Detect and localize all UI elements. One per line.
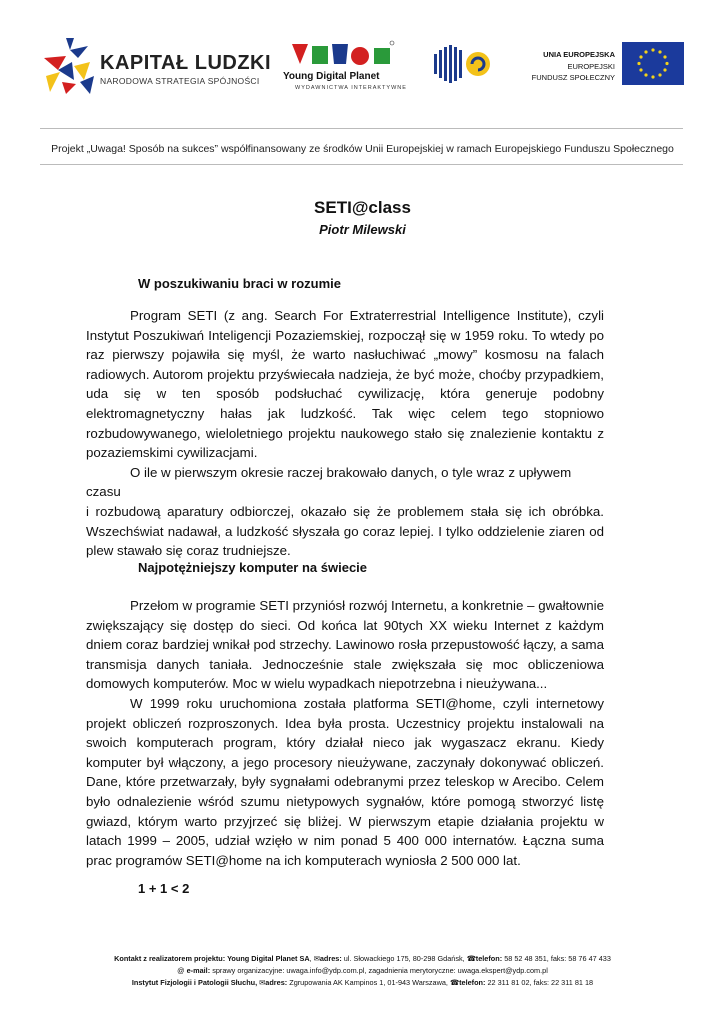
footer-line-1: Kontakt z realizatorem projektu: Young Digital Planet SA, ✉adres: ul. Słowackiego 175, 80-298 Gdańsk, ☎telefon: 58 52 48 351, faks: 58 76 47 433 [114, 954, 611, 963]
paragraph: czasu [86, 484, 121, 500]
mail-icon: ✉ [313, 954, 320, 963]
footer-line-2: @ e-mail: sprawy organizacyjne: uwaga.info@ydp.com.pl, zagadnienia merytoryczne: uwaga.ekspert@ydp.com.pl [177, 966, 548, 975]
paragraph: i rozbudową aparatury odbiorczej, okazało się że problemem stała się ich obróbka. Wszechświat nadawał, a ludzkość słyszała go coraz lepiej. I tylko oddzielenie ziaren od plew stawało się coraz trudniejsze. [86, 503, 604, 559]
ydp-name: Young Digital Planet [283, 71, 380, 82]
phone-icon: ☎ [466, 954, 476, 963]
section-3-heading: 1 + 1 < 2 [138, 881, 190, 896]
ue-title: UNIA EUROPEJSKA [543, 50, 615, 59]
phone-icon: ☎ [450, 978, 460, 987]
ifps-logo [432, 44, 494, 84]
eu-flag-icon [622, 42, 684, 85]
kapital-ludzki-title: KAPITAŁ LUDZKI [100, 52, 272, 74]
section-2-body [86, 596, 604, 870]
header-divider-bottom [40, 164, 683, 165]
footer-line-3: Instytut Fizjologii i Patologii Słuchu, ✉adres: Zgrupowania AK Kampinos 1, 01-943 Warszawa, ☎telefon: 22 311 81 02, faks: 22 311 81 18 [131, 978, 594, 987]
document-author: Piotr Milewski [319, 222, 406, 237]
paragraph: W 1999 roku uruchomiona została platforma SETI@home, czyli internetowy projekt obliczeń rozproszonych. Idea była prosta. Uczestnicy projektu instalowali na swoich komputerach program, który działał nieco jak wygaszacz ekranu. Kiedy komputer był włączony, a jego procesory nieużywane, zaczynały dokonywać obliczeń. Dane, które przetwarzały, były sygnałami odebranymi przez teleskop w Arecibo. Celem było odnalezienie wśród szumu nietypowych sygnałów, które pomogą stworzyć listę gwiazd, którym warto przyjrzeć się bliżej. W pierwszym etapie działania projektu w latach 1999 – 2005, udział wzięło w nim ponad 5 400 000 internatów. Łączna suma prac programów SETI@home na ich komputerach wyniosła 2 500 000 lat. [86, 695, 604, 868]
header-divider-top [40, 128, 683, 129]
mail-icon: ✉ [259, 978, 266, 987]
ydp-logo-icons [290, 40, 395, 70]
document-title: SETI@class [314, 198, 411, 217]
section-2-heading: Najpotężniejszy komputer na świecie [138, 560, 368, 575]
paragraph: Przełom w programie SETI przyniósł rozwój Internetu, a konkretnie – gwałtownie zwiększający się dostęp do sieci. Od końca lat 90tych XX wieku Internet z każdym dniem coraz bardziej wnikał pod strzechy. Lawinowo rosła przepustowość łączy, a sama transmisja danych taniała. Jednocześnie stale zwiększała się moc obliczeniowa domowych komputerów. Moc w wielu wypadkach niepotrzebna i nieużywana... [86, 598, 604, 692]
section-1-heading: W poszukiwaniu braci w rozumie [138, 276, 341, 291]
ue-line-3: FUNDUSZ SPOŁECZNY [531, 73, 615, 82]
kapital-ludzki-subtitle: NARODOWA STRATEGIA SPÓJNOŚCI [100, 76, 260, 86]
paragraph: Program SETI (z ang. Search For Extraterrestrial Intelligence Institute), czyli Instytut Poszukiwań Inteligencji Pozaziemskiej, rozpoczął się w 1959 roku. To wtedy po raz pierwszy pojawiła się myśl, że warto nasłuchiwać „mowy” kosmosu na falach radiowych. Autorom projektu przyświecała nadzieja, że być może, choćby przypadkiem, uda się w ten sposób podsłuchać cywilizację, która generuje podobny elektromagnetyczny hałas jak ludzkość. Tak więc celem tego stopniowo rozbudowywanego, wieloletniego projektu naukowego stało się znalezienie kontaktu z pozaziemskimi cywilizacjami. [86, 308, 604, 461]
paragraph: O ile w pierwszym okresie raczej brakowało danych, o tyle wraz z upływem [130, 464, 572, 480]
project-funding-line: Projekt „Uwaga! Sposób na sukces” współfinansowany ze środków Unii Europejskiej w ramach Europejskiego Funduszu Społecznego [51, 143, 674, 155]
at-icon: @ [177, 966, 185, 975]
section-1-body [86, 306, 604, 561]
ydp-subtitle: WYDAWNICTWA INTERAKTYWNE [295, 85, 407, 91]
ue-line-2: EUROPEJSKI [567, 62, 615, 71]
